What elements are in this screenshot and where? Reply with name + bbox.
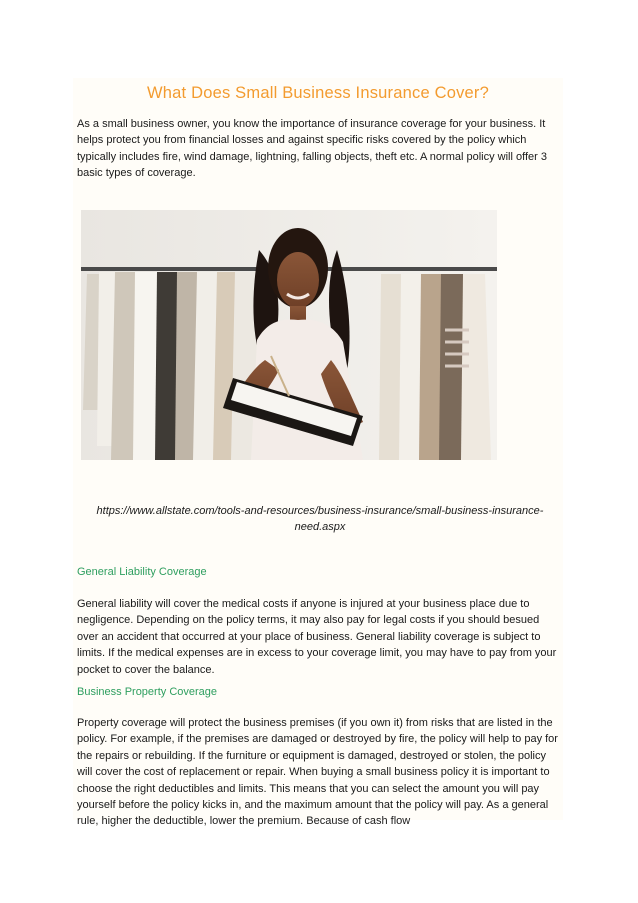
section-body-general-liability: General liability will cover the medical costs if anyone is injured at your business place due to negligence. Depending on the policy terms, it may also pay for legal costs if you should besued over an accident that occurred at your place of business. General liability coverage is subject to limits. If the medical expenses are in excess to your coverage limit, you may have to pay from your pocket to cover the balance. [77, 598, 557, 676]
image-source-url: https://www.allstate.com/tools-and-resources/business-insurance/small-business-insurance-need.aspx [96, 505, 544, 534]
article-title: What Does Small Business Insurance Cover? [146, 84, 489, 102]
section-body-business-property: Property coverage will protect the business premises (if you own it) from risks that are listed in the policy. For example, if the premises are damaged or destroyed by fire, the policy will help to pay for the repairs or rebuilding. If the furniture or equipment is damaged, destroyed or stolen, the policy will cover the cost of replacement or repair. When buying a small business policy it is important to choose the right deductibles and limits. This means that you can select the amount you will pay yourself before the policy kicks in, and the maximum amount that the policy will pay. As a general rule, higher the deductible, lower the premium. Because of cash flow [77, 717, 558, 828]
intro-paragraph: As a small business owner, you know the importance of insurance coverage for your business. It helps protect you from financial losses and against specific risks covered by the policy which typically includes fire, wind damage, lightning, falling objects, theft etc. A normal policy will offer 3 basic types of coverage. [77, 118, 547, 180]
businesswoman-clothing-rack-photo [81, 210, 497, 460]
section-heading-business-property: Business Property Coverage [77, 686, 218, 698]
section-heading-general-liability: General Liability Coverage [77, 566, 207, 578]
article-body [73, 78, 563, 828]
